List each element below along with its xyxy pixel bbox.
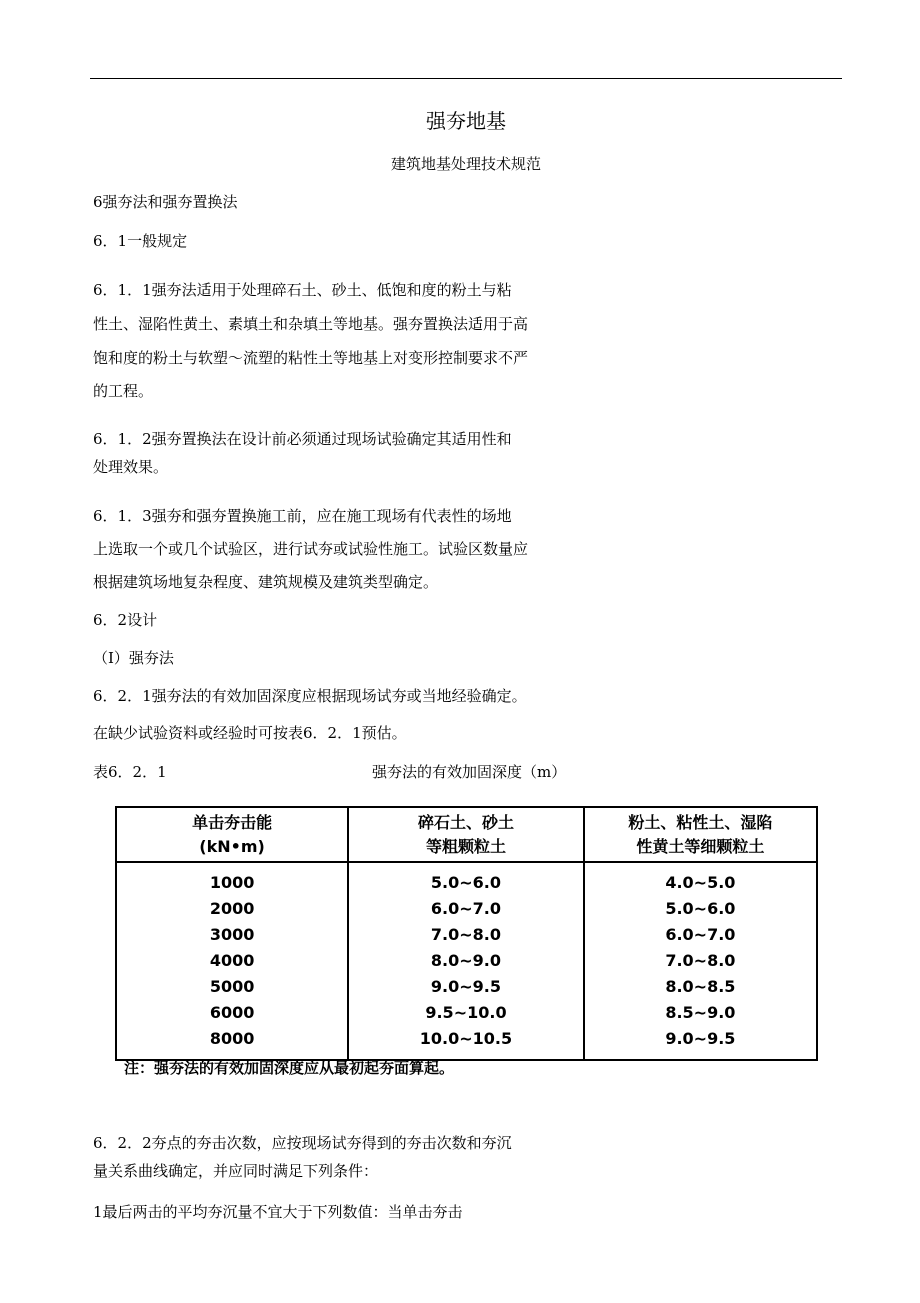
table-cell: 8.5~9.0 bbox=[584, 999, 817, 1025]
table-cell: 5.0~6.0 bbox=[584, 895, 817, 921]
table-cell: 1000 bbox=[116, 862, 348, 895]
table-header-cell bbox=[584, 807, 817, 862]
subsection-heading: （Ⅰ）强夯法 bbox=[93, 649, 174, 667]
paragraph-line: 6．2．1强夯法的有效加固深度应根据现场试夯或当地经验确定。 bbox=[93, 687, 527, 705]
table-row bbox=[116, 1025, 817, 1060]
table-cell: 7.0~8.0 bbox=[348, 921, 584, 947]
table-cell: 9.0~9.5 bbox=[348, 973, 584, 999]
subsection-heading: 6．2设计 bbox=[93, 611, 158, 629]
paragraph-line: 性土、湿陷性黄土、素填土和杂填土等地基。强夯置换法适用于高 bbox=[93, 315, 529, 333]
table-row bbox=[116, 862, 817, 895]
table-cell: 3000 bbox=[116, 921, 348, 947]
table-header-row bbox=[116, 807, 817, 862]
header-line: (kN•m) bbox=[199, 836, 265, 856]
paragraph-line: 饱和度的粉土与软塑～流塑的粘性土等地基上对变形控制要求不严 bbox=[93, 349, 529, 367]
paragraph-line: 根据建筑场地复杂程度、建筑规模及建筑类型确定。 bbox=[93, 573, 439, 591]
table-row bbox=[116, 947, 817, 973]
table-cell: 8.0~8.5 bbox=[584, 973, 817, 999]
table-row bbox=[116, 921, 817, 947]
table-caption-title: 强夯法的有效加固深度（m） bbox=[372, 763, 567, 781]
table-caption-number: 表6．2．1 bbox=[93, 763, 167, 781]
table-cell: 6.0~7.0 bbox=[584, 921, 817, 947]
table-cell: 6000 bbox=[116, 999, 348, 1025]
table-row bbox=[116, 999, 817, 1025]
header-line: 性黄土等细颗粒土 bbox=[636, 836, 765, 856]
paragraph-line: 上选取一个或几个试验区，进行试夯或试验性施工。试验区数量应 bbox=[93, 540, 529, 558]
table-cell: 9.5~10.0 bbox=[348, 999, 584, 1025]
table-cell: 7.0~8.0 bbox=[584, 947, 817, 973]
paragraph-line: 6．1．3强夯和强夯置换施工前，应在施工现场有代表性的场地 bbox=[93, 507, 512, 525]
document-subtitle: 建筑地基处理技术规范 bbox=[390, 155, 541, 173]
table-row bbox=[116, 973, 817, 999]
table-header-cell bbox=[348, 807, 584, 862]
section-heading: 6强夯法和强夯置换法 bbox=[93, 193, 238, 211]
table-cell: 8000 bbox=[116, 1025, 348, 1060]
table-cell: 10.0~10.5 bbox=[348, 1025, 584, 1060]
header-line: 碎石土、砂土 bbox=[417, 812, 514, 832]
table-note: 注：强夯法的有效加固深度应从最初起夯面算起。 bbox=[124, 1059, 455, 1077]
paragraph-line: 的工程。 bbox=[93, 382, 154, 400]
paragraph-line: 在缺少试验资料或经验时可按表6．2．1预估。 bbox=[93, 724, 407, 742]
paragraph-line: 量关系曲线确定，并应同时满足下列条件： bbox=[93, 1162, 379, 1180]
paragraph-line: 1最后两击的平均夯沉量不宜大于下列数值：当单击夯击 bbox=[93, 1203, 463, 1221]
depth-table bbox=[115, 806, 818, 1061]
paragraph-line: 6．1．2强夯置换法在设计前必须通过现场试验确定其适用性和 bbox=[93, 430, 512, 448]
document-title: 强夯地基 bbox=[426, 109, 506, 133]
table-cell: 4000 bbox=[116, 947, 348, 973]
table-cell: 9.0~9.5 bbox=[584, 1025, 817, 1060]
header-rule bbox=[90, 78, 842, 79]
table-cell: 5.0~6.0 bbox=[348, 862, 584, 895]
table-header-cell bbox=[116, 807, 348, 862]
paragraph-line: 处理效果。 bbox=[93, 458, 169, 476]
table-cell: 8.0~9.0 bbox=[348, 947, 584, 973]
table-cell: 4.0~5.0 bbox=[584, 862, 817, 895]
paragraph-line: 6．1．1强夯法适用于处理碎石土、砂土、低饱和度的粉土与粘 bbox=[93, 281, 512, 299]
table-cell: 6.0~7.0 bbox=[348, 895, 584, 921]
header-line: 粉土、粘性土、湿陷 bbox=[628, 812, 773, 832]
table-row bbox=[116, 895, 817, 921]
header-line: 单击夯击能 bbox=[192, 812, 273, 832]
depth-table-figure bbox=[90, 797, 842, 1103]
table-cell: 5000 bbox=[116, 973, 348, 999]
paragraph-line: 6．2．2夯点的夯击次数，应按现场试夯得到的夯击次数和夯沉 bbox=[93, 1134, 512, 1152]
header-line: 等粗颗粒土 bbox=[425, 836, 506, 856]
table-cell: 2000 bbox=[116, 895, 348, 921]
subsection-heading: 6．1一般规定 bbox=[93, 232, 188, 250]
